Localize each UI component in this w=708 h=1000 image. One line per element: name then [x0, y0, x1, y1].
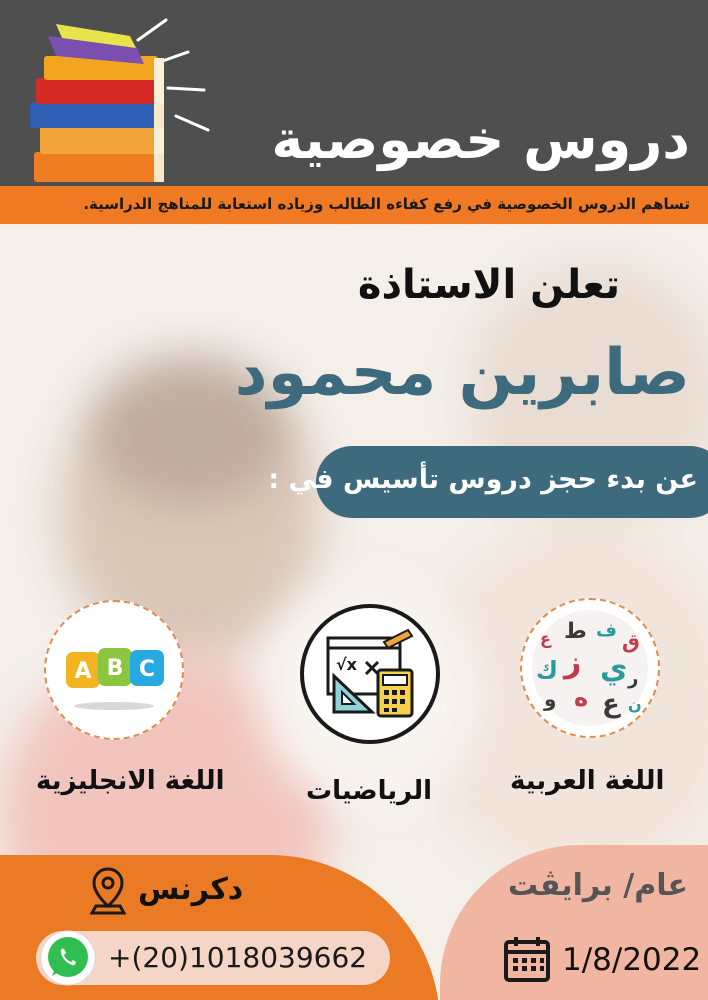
tagline-text: تساهم الدروس الخصوصية في رفع كفاءه الطالب وزياده استعابة للمناهج الدراسية.: [83, 195, 690, 213]
math-tools-icon: [304, 608, 436, 740]
books-stack-icon: [26, 18, 216, 186]
arabic-letter: ع: [540, 629, 551, 648]
header-title: دروس خصوصية: [271, 108, 690, 171]
map-pin-icon: [90, 866, 126, 916]
arabic-letter: ك: [536, 656, 558, 684]
abc-letter: B: [106, 656, 124, 681]
whatsapp-icon[interactable]: [38, 928, 98, 988]
booking-text: عن بدء حجز دروس تأسيس في :: [268, 464, 698, 495]
arabic-letter: ر: [628, 668, 639, 689]
abc-letter: C: [138, 657, 156, 682]
abc-blocks-icon: [46, 602, 182, 738]
subject-label-math: الرياضيات: [306, 776, 433, 806]
lesson-type: عام/ برايڤت: [508, 868, 688, 903]
english-subject-circle: [44, 600, 184, 740]
arabic-letter: ط: [564, 619, 587, 644]
calendar-icon: [502, 934, 552, 984]
math-subject-circle: [300, 604, 440, 744]
arabic-letter: ه: [574, 684, 589, 712]
arabic-letter: ز: [564, 645, 582, 680]
arabic-letter: ف: [596, 620, 617, 641]
date-text: 1/8/2022: [562, 942, 702, 978]
arabic-letters-cloud-icon: [522, 600, 658, 736]
subject-label-english: اللغة الانجليزية: [36, 766, 225, 796]
subject-label-arabic: اللغة العربية: [510, 766, 665, 796]
announcement-heading: تعلن الاستاذة: [357, 262, 620, 308]
teacher-name: صابرين محمود: [234, 336, 690, 410]
arabic-letter: ي: [600, 651, 628, 686]
arabic-letter: ع: [602, 689, 620, 719]
arabic-letter: و: [544, 687, 557, 711]
header-bar: [0, 0, 708, 186]
phone-number[interactable]: +(20)1018039662: [108, 941, 368, 974]
location-text: دكرنس: [138, 872, 244, 907]
arabic-letter: ن: [628, 695, 642, 714]
svg-text:√x: √x: [336, 655, 357, 674]
booking-banner: [268, 446, 708, 518]
abc-letter: A: [74, 659, 92, 684]
tagline-bar: [0, 186, 708, 224]
arabic-subject-circle: [520, 598, 660, 738]
arabic-letter: ق: [622, 629, 640, 653]
